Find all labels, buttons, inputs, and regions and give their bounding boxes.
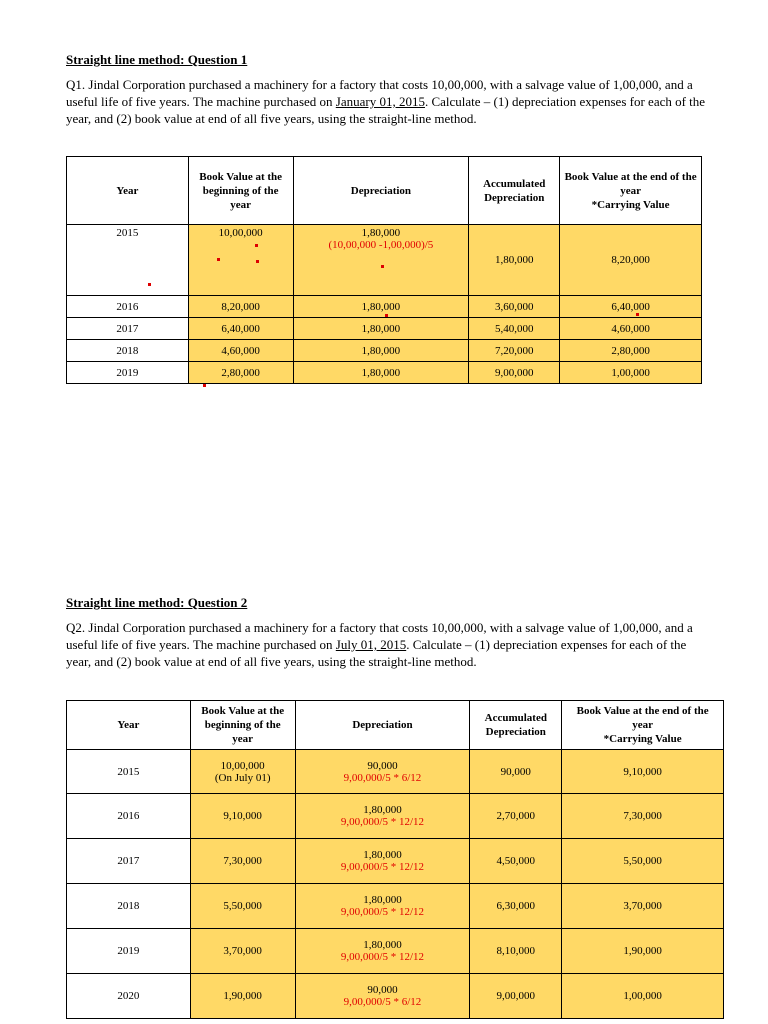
table-header-row	[67, 157, 702, 225]
col-header-accumulated: Accumulated Depreciation	[469, 157, 560, 225]
cell-bv-end: 9,10,000	[562, 750, 724, 794]
q1-question-text: Q1. Jindal Corporation purchased a machinery for a factory that costs 10,00,000, with a salvage value of 1,00,000, and a useful life of five years. The machine purchased on January 01, 2015. Calculate – (1) depreciation expenses for each of the year, and (2) book value at end of all five years, using the straight-line method.	[66, 77, 706, 126]
cell-bv-begin: 8,20,000	[188, 296, 293, 318]
col-header-bv-end: Book Value at the end of the year *Carrying Value	[560, 157, 702, 225]
cell-bv-end: 4,60,000	[560, 318, 702, 340]
q1-date: January 01, 2015	[335, 94, 425, 109]
cell-bv-end: 3,70,000	[562, 884, 724, 929]
cell-accumulated: 9,00,000	[469, 362, 560, 384]
col-header-bv-begin: Book Value at the beginning of the year	[190, 701, 295, 750]
cell-bv-begin: 3,70,000	[190, 929, 295, 974]
cell-accumulated: 3,60,000	[469, 296, 560, 318]
cell-depreciation: 90,000 9,00,000/5 * 6/12	[295, 974, 470, 1019]
cell-year: 2016	[67, 794, 191, 839]
col-header-depreciation: Depreciation	[295, 701, 470, 750]
table-row	[67, 225, 702, 296]
col-header-year: Year	[67, 157, 189, 225]
q2-heading: Straight line method: Question 2	[66, 595, 248, 610]
cell-depreciation: 1,80,000 9,00,000/5 * 12/12	[295, 929, 470, 974]
cell-bv-begin: 10,00,000 (On July 01)	[190, 750, 295, 794]
question-1-section	[66, 52, 706, 127]
cell-bv-begin: 4,60,000	[188, 340, 293, 362]
table-row	[67, 974, 724, 1019]
q2-date: July 01, 2015	[335, 637, 407, 652]
cell-accumulated: 90,000	[470, 750, 562, 794]
cell-depreciation: 1,80,000	[293, 296, 469, 318]
cell-year: 2018	[67, 340, 189, 362]
cell-bv-end: 1,90,000	[562, 929, 724, 974]
cell-depreciation: 1,80,000	[293, 362, 469, 384]
cell-accumulated: 5,40,000	[469, 318, 560, 340]
cell-year: 2017	[67, 318, 189, 340]
cell-bv-begin: 1,90,000	[190, 974, 295, 1019]
cell-bv-begin: 9,10,000	[190, 794, 295, 839]
cell-bv-begin: 7,30,000	[190, 839, 295, 884]
col-header-bv-begin: Book Value at the beginning of the year	[188, 157, 293, 225]
cell-accumulated: 1,80,000	[469, 225, 560, 296]
table-row	[67, 340, 702, 362]
table-row	[67, 929, 724, 974]
table-row	[67, 318, 702, 340]
cell-year: 2018	[67, 884, 191, 929]
q2-depreciation-table	[66, 700, 724, 1019]
cell-year: 2015	[67, 225, 189, 296]
cell-depreciation: 1,80,000 (10,00,000 -1,00,000)/5	[293, 225, 469, 296]
q1-heading: Straight line method: Question 1	[66, 52, 248, 67]
question-2-section	[66, 595, 706, 670]
cell-bv-end: 5,50,000	[562, 839, 724, 884]
table-row	[67, 884, 724, 929]
annotation-mark	[255, 244, 258, 247]
cell-accumulated: 7,20,000	[469, 340, 560, 362]
annotation-mark	[636, 313, 639, 316]
cell-accumulated: 8,10,000	[470, 929, 562, 974]
table-row	[67, 362, 702, 384]
cell-bv-end: 1,00,000	[560, 362, 702, 384]
col-header-depreciation: Depreciation	[293, 157, 469, 225]
table-row	[67, 296, 702, 318]
cell-year: 2020	[67, 974, 191, 1019]
col-header-accumulated: Accumulated Depreciation	[470, 701, 562, 750]
table-row	[67, 750, 724, 794]
cell-year: 2019	[67, 362, 189, 384]
table-header-row	[67, 701, 724, 750]
annotation-mark	[203, 384, 206, 387]
cell-bv-begin: 2,80,000	[188, 362, 293, 384]
annotation-mark	[381, 265, 384, 268]
col-header-bv-end: Book Value at the end of the year *Carrying Value	[562, 701, 724, 750]
table-row	[67, 794, 724, 839]
q1-depreciation-table	[66, 156, 702, 384]
annotation-mark	[217, 258, 220, 261]
cell-accumulated: 4,50,000	[470, 839, 562, 884]
cell-depreciation: 1,80,000	[293, 340, 469, 362]
annotation-mark	[256, 260, 259, 263]
cell-bv-begin: 10,00,000	[188, 225, 293, 296]
table-row	[67, 839, 724, 884]
cell-depreciation: 1,80,000	[293, 318, 469, 340]
cell-accumulated: 2,70,000	[470, 794, 562, 839]
cell-bv-end: 6,40,000	[560, 296, 702, 318]
cell-depreciation: 1,80,000 9,00,000/5 * 12/12	[295, 839, 470, 884]
annotation-mark	[385, 314, 388, 317]
cell-year: 2015	[67, 750, 191, 794]
cell-year: 2017	[67, 839, 191, 884]
cell-year: 2019	[67, 929, 191, 974]
cell-bv-begin: 6,40,000	[188, 318, 293, 340]
cell-year: 2016	[67, 296, 189, 318]
cell-bv-end: 2,80,000	[560, 340, 702, 362]
q2-question-text: Q2. Jindal Corporation purchased a machinery for a factory that costs 10,00,000, with a salvage value of 1,00,000, and a useful life of five years. The machine purchased on July 01, 2015. Calculate – (1) depreciation expenses for each of the year, and (2) book value at end of all five years, using the straight-line method.	[66, 620, 693, 669]
cell-accumulated: 6,30,000	[470, 884, 562, 929]
cell-depreciation: 90,000 9,00,000/5 * 6/12	[295, 750, 470, 794]
cell-bv-begin: 5,50,000	[190, 884, 295, 929]
cell-depreciation: 1,80,000 9,00,000/5 * 12/12	[295, 794, 470, 839]
annotation-mark	[148, 283, 151, 286]
cell-accumulated: 9,00,000	[470, 974, 562, 1019]
cell-depreciation: 1,80,000 9,00,000/5 * 12/12	[295, 884, 470, 929]
col-header-year: Year	[67, 701, 191, 750]
cell-bv-end: 7,30,000	[562, 794, 724, 839]
cell-bv-end: 1,00,000	[562, 974, 724, 1019]
cell-bv-end: 8,20,000	[560, 225, 702, 296]
